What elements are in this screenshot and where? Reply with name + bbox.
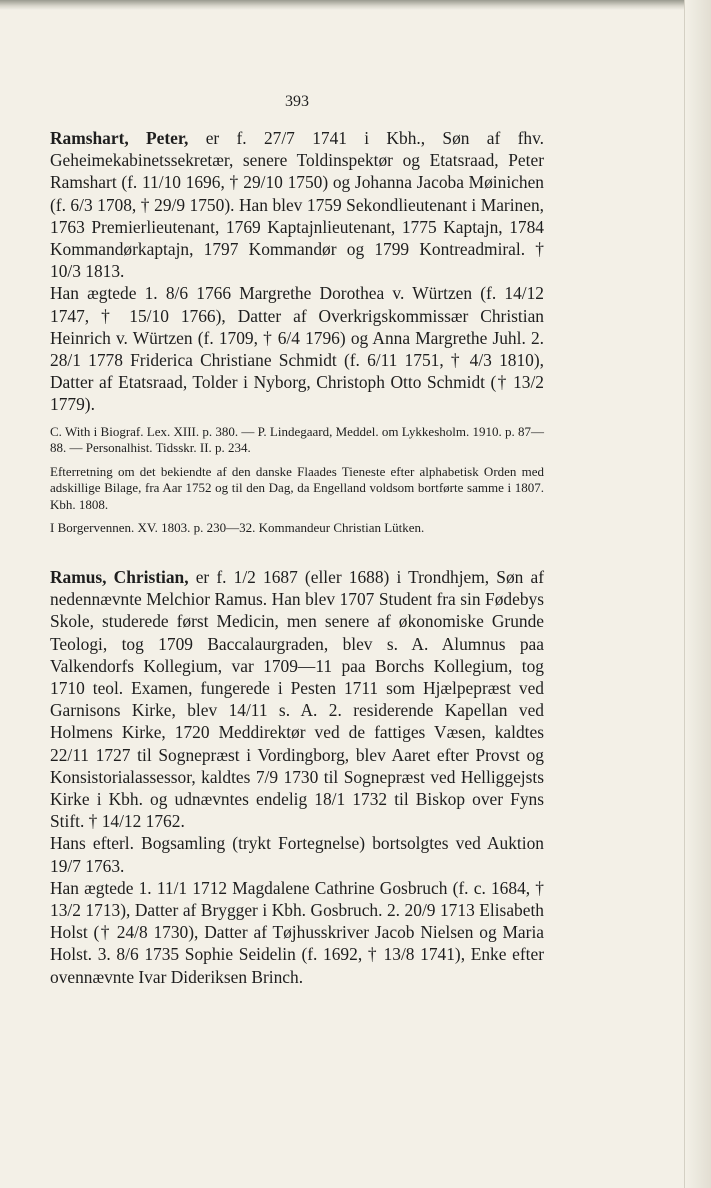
entry-ramshart-article: I Borgervennen. XV. 1803. p. 230—32. Kommandeur Christian Lütken. bbox=[50, 520, 425, 536]
entry-ramus-text: er f. 1/2 1687 (eller 1688) i Trondhjem, Søn af nedennævnte Melchior Ramus. Han blev 1707 Student fra sin Fødebys Skole, studerede først Medicin, men senere af økonomiske Grunde Teologi, tog 1709 Baccalaurgraden, blev s. A. Alumnus paa Valkendorfs Kollegium, var 1709—11 paa Borchs Kollegium, tog 1710 teol. Examen, fungerede i Pesten 1711 som Hjælpepræst ved Garnisons Kirke, blev 14/11 s. A. 2. residerende Kapellan ved Holmens Kirke, 1720 Meddirektør ved de fattiges Væsen, kaldtes 22/11 1727 til Sognepræst i Vordingborg, blev Aaret efter Provst og Konsistorialassessor, kaldtes 7/9 1730 til Sognepræst ved Helliggejsts Kirke i Kbh. og udnævntes endelig 18/1 1732 til Biskop over Fyns Stift. † 14/12 1762. bbox=[50, 567, 545, 832]
entry-ramshart-name: Ramshart, Peter, bbox=[50, 128, 189, 148]
entry-ramus-marriage: Han ægtede 1. 11/1 1712 Magdalene Cathrine Gosbruch (f. c. 1684, † 13/2 1713), Datter af Brygger i Kbh. Gosbruch. 2. 20/9 1713 Elisabeth Holst († 24/8 1730), Datter af Tøjhusskriver Jacob Nielsen og Maria Holst. 3. 8/6 1735 Sophie Seidelin (f. 1692, † 13/8 1741), Enke efter ovennævnte Ivar Dideriksen Brinch. bbox=[50, 877, 544, 987]
entry-ramshart-source: Efterretning om det bekiendte af den danske Flaades Tieneste efter alphabetisk Orden med adskillige Bilage, fra Aar 1752 og til den Dag, da Engelland voldsom bortførte samme i 1807. Kbh. 1808. bbox=[50, 463, 544, 512]
entry-ramshart-bio bbox=[50, 127, 544, 282]
entry-ramus-bio bbox=[50, 566, 544, 832]
entry-ramus-name: Ramus, Christian, bbox=[50, 567, 189, 587]
entry-ramshart-text: er f. 27/7 1741 i Kbh., Søn af fhv. Geheimekabinetssekretær, senere Toldinspektør og Etatsraad, Peter Ramshart (f. 11/10 1696, † 29/10 1750) og Johanna Jacoba Møinichen (f. 6/3 1708, † 29/9 1750). Han blev 1759 Sekondlieutenant i Marinen, 1763 Premierlieutenant, 1769 Kaptajnlieutenant, 1775 Kaptajn, 1784 Kommandørkaptajn, 1797 Kommandør og 1799 Kontreadmiral. † 10/3 1813. bbox=[50, 128, 544, 282]
page-right-edge bbox=[684, 0, 711, 1188]
entry-ramus bbox=[50, 566, 544, 988]
page-number: 393 bbox=[285, 93, 309, 110]
entry-ramshart-marriage: Han ægtede 1. 8/6 1766 Margrethe Dorothea v. Würtzen (f. 14/12 1747, † 15/10 1766), Datter af Overkrigskommissær Christian Heinrich v. Würtzen (f. 1709, † 6/4 1796) og Anna Margrethe Juhl. 2. 28/1 1778 Friderica Christiane Schmidt (f. 6/11 1751, † 4/3 1810), Datter af Etatsraad, Tolder i Nyborg, Christoph Otto Schmidt († 13/2 1779). bbox=[50, 283, 544, 415]
entry-ramshart-references: C. With i Biograf. Lex. XIII. p. 380. — P. Lindegaard, Meddel. om Lykkesholm. 1910. p. 87—88. — Personalhist. Tidsskr. II. p. 234. bbox=[50, 423, 544, 456]
entry-ramshart bbox=[50, 127, 544, 537]
page-top-edge bbox=[0, 0, 711, 10]
entry-ramus-books: Hans efterl. Bogsamling (trykt Fortegnelse) bortsolgtes ved Auktion 19/7 1763. bbox=[50, 833, 544, 876]
